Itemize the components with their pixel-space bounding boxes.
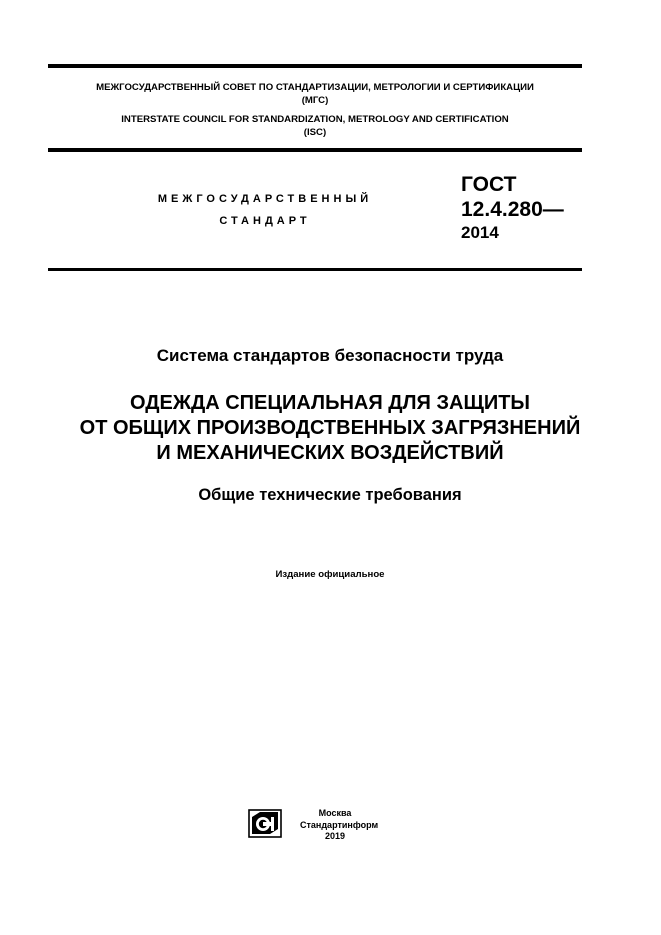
council-abbr-en: (ISC) [303,127,327,138]
system-title: Система стандартов безопасности труда [156,346,504,365]
publisher-city: Москва [318,808,352,818]
gost-year: 2014 [461,223,499,242]
subtitle: Общие технические требования [198,486,462,504]
main-title [30,391,630,466]
standard-type-line1: МЕЖГОСУДАРСТВЕННЫЙ [157,193,373,205]
gost-prefix: ГОСТ [461,173,517,196]
top-rule [48,64,582,68]
gost-designation [461,172,591,244]
council-name-en: INTERSTATE COUNCIL FOR STANDARDIZATION, METROLOGY AND CERTIFICATION [121,114,509,125]
edition-label: Издание официальное [275,569,385,580]
council-header [48,81,582,139]
council-bottom-rule [48,148,582,152]
standard-type [120,188,410,232]
main-title-line3: И МЕХАНИЧЕСКИХ ВОЗДЕЙСТВИЙ [156,442,504,464]
council-abbr-ru: (МГС) [301,95,329,106]
designation-bottom-rule [48,268,582,271]
standartinform-logo-icon [248,809,282,838]
main-title-line1: ОДЕЖДА СПЕЦИАЛЬНАЯ ДЛЯ ЗАЩИТЫ [130,392,530,414]
gost-number: 12.4.280— [461,198,564,221]
main-title-line2: ОТ ОБЩИХ ПРОИЗВОДСТВЕННЫХ ЗАГРЯЗНЕНИЙ [79,417,581,439]
publisher-year: 2019 [324,831,346,841]
publisher-block [300,808,379,843]
council-name-ru: МЕЖГОСУДАРСТВЕННЫЙ СОВЕТ ПО СТАНДАРТИЗАЦИИ, МЕТРОЛОГИИ И СЕРТИФИКАЦИИ [96,82,534,93]
standard-type-line2: СТАНДАРТ [219,215,311,227]
publisher-name: Стандартинформ [300,819,379,830]
